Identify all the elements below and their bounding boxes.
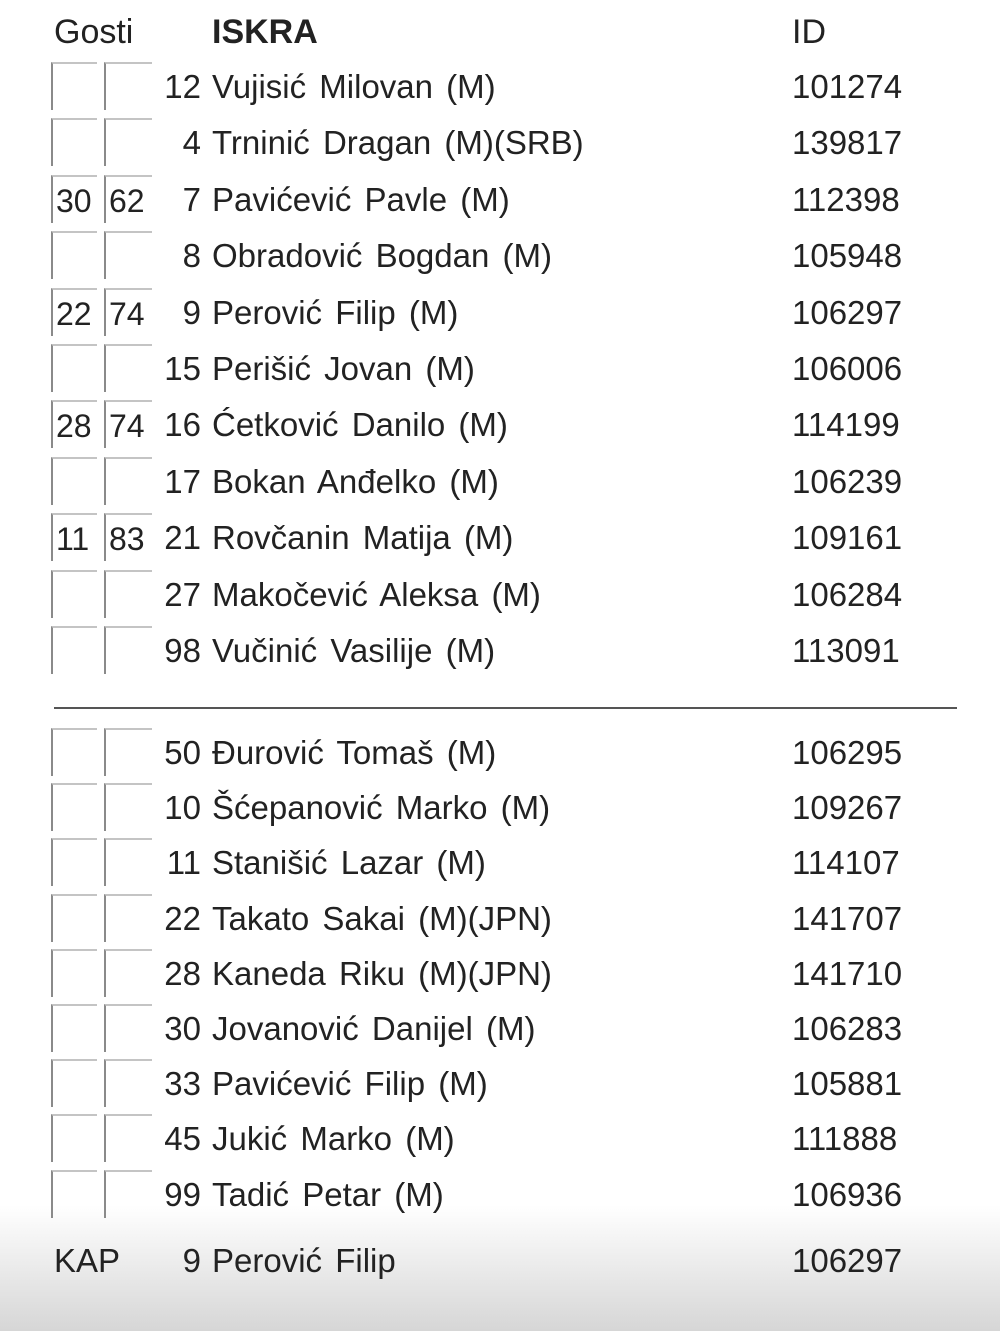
player-name: Vujisić Milovan (M) xyxy=(212,68,496,105)
minute-box-out[interactable]: 62 xyxy=(104,175,152,223)
section-divider xyxy=(54,707,957,709)
player-number: 15 xyxy=(164,349,201,387)
player-number: 9 xyxy=(182,293,201,331)
minute-box-out[interactable] xyxy=(104,949,152,997)
player-id: 109161 xyxy=(792,519,903,557)
minute-box-out[interactable] xyxy=(104,344,152,392)
substitutes-list xyxy=(0,725,1000,1222)
minute-box-out[interactable] xyxy=(104,894,152,942)
player-id: 106284 xyxy=(792,575,903,613)
player-row xyxy=(0,228,1000,284)
minute-box-in[interactable]: 30 xyxy=(51,175,97,223)
player-row xyxy=(0,341,1000,397)
player-id: 106239 xyxy=(792,462,903,500)
player-name: Bokan Anđelko (M) xyxy=(212,462,499,500)
player-name: Obradović Bogdan (M) xyxy=(212,237,552,275)
player-id: 141710 xyxy=(792,954,903,992)
id-header: ID xyxy=(792,13,826,51)
captain-id: 106297 xyxy=(792,1242,903,1279)
minute-box-out[interactable] xyxy=(104,626,152,674)
player-number: 50 xyxy=(164,734,201,771)
player-name: Makočević Aleksa (M) xyxy=(212,575,541,613)
minute-box-in[interactable] xyxy=(51,1059,97,1107)
minute-box-out[interactable] xyxy=(104,118,152,166)
minute-box-in[interactable]: 28 xyxy=(51,400,97,448)
player-id: 112398 xyxy=(792,180,900,218)
minute-box-in[interactable] xyxy=(51,728,97,776)
player-number: 30 xyxy=(164,1009,201,1047)
minute-box-in[interactable] xyxy=(51,949,97,997)
player-id: 139817 xyxy=(792,124,903,162)
player-name: Jovanović Danijel (M) xyxy=(212,1009,536,1047)
minute-box-in[interactable]: 11 xyxy=(51,513,97,561)
player-id: 106283 xyxy=(792,1009,903,1047)
minute-box-out[interactable] xyxy=(104,1059,152,1107)
player-number: 17 xyxy=(164,462,201,500)
gosti-header: Gosti xyxy=(54,13,134,51)
player-name: Kaneda Riku (M)(JPN) xyxy=(212,954,552,992)
minute-box-out[interactable] xyxy=(104,1114,152,1162)
player-number: 21 xyxy=(164,519,201,557)
player-row xyxy=(0,623,1000,679)
player-row xyxy=(0,115,1000,171)
minute-box-out[interactable] xyxy=(104,457,152,505)
minute-box-in[interactable] xyxy=(51,783,97,831)
player-name: Vučinić Vasilije (M) xyxy=(212,631,496,669)
player-name: Perišić Jovan (M) xyxy=(212,349,475,387)
player-row xyxy=(0,725,1000,780)
player-row xyxy=(0,172,1000,228)
player-row xyxy=(0,1111,1000,1166)
minute-box-out[interactable] xyxy=(104,838,152,886)
player-id: 106006 xyxy=(792,349,903,387)
minute-box-in[interactable] xyxy=(51,62,97,110)
team-name-header: ISKRA xyxy=(212,13,318,51)
player-id: 111888 xyxy=(792,1120,898,1158)
player-number: 12 xyxy=(164,68,201,105)
player-id: 105881 xyxy=(792,1065,903,1103)
player-name: Perović Filip (M) xyxy=(212,293,459,331)
player-row xyxy=(0,59,1000,115)
player-id: 106297 xyxy=(792,293,903,331)
player-row xyxy=(0,1056,1000,1111)
player-number: 33 xyxy=(164,1065,201,1103)
minute-box-in[interactable] xyxy=(51,118,97,166)
player-row xyxy=(0,397,1000,453)
player-id: 105948 xyxy=(792,237,903,275)
player-number: 22 xyxy=(164,899,201,937)
player-name: Jukić Marko (M) xyxy=(212,1120,455,1158)
minute-box-in[interactable] xyxy=(51,1004,97,1052)
player-row xyxy=(0,946,1000,1001)
minute-box-in[interactable] xyxy=(51,457,97,505)
player-name: Šćepanović Marko (M) xyxy=(212,789,551,827)
minute-box-out[interactable] xyxy=(104,1170,152,1218)
player-name: Đurović Tomaš (M) xyxy=(212,734,497,771)
minute-box-in[interactable] xyxy=(51,838,97,886)
minute-box-out[interactable] xyxy=(104,728,152,776)
minute-box-in[interactable] xyxy=(51,344,97,392)
minute-box-out[interactable]: 74 xyxy=(104,288,152,336)
player-id: 114199 xyxy=(792,406,900,444)
player-number: 11 xyxy=(166,844,201,882)
player-id: 109267 xyxy=(792,789,903,827)
player-row xyxy=(0,1167,1000,1222)
minute-box-in[interactable] xyxy=(51,570,97,618)
player-name: Ćetković Danilo (M) xyxy=(212,406,508,444)
minute-box-in[interactable] xyxy=(51,1170,97,1218)
player-row xyxy=(0,780,1000,835)
minute-box-out[interactable] xyxy=(104,62,152,110)
player-id: 101274 xyxy=(792,68,903,105)
player-id: 141707 xyxy=(792,899,903,937)
minute-box-in[interactable] xyxy=(51,894,97,942)
player-row xyxy=(0,567,1000,623)
player-name: Takato Sakai (M)(JPN) xyxy=(212,899,552,937)
captain-number: 9 xyxy=(182,1242,201,1279)
player-name: Pavićević Pavle (M) xyxy=(212,180,510,218)
player-number: 98 xyxy=(164,631,201,669)
player-row xyxy=(0,835,1000,890)
player-id: 106295 xyxy=(792,734,903,771)
player-row xyxy=(0,1001,1000,1056)
minute-box-out[interactable] xyxy=(104,570,152,618)
player-name: Trninić Dragan (M)(SRB) xyxy=(212,124,584,162)
player-number: 28 xyxy=(164,954,201,992)
player-number: 4 xyxy=(182,124,201,162)
captain-label: KAP xyxy=(54,1242,121,1279)
player-id: 113091 xyxy=(792,631,900,669)
player-number: 45 xyxy=(164,1120,201,1158)
minute-box-out[interactable] xyxy=(104,1004,152,1052)
player-row xyxy=(0,891,1000,946)
minute-box-out[interactable]: 74 xyxy=(104,400,152,448)
starters-list xyxy=(0,59,1000,679)
minute-box-in[interactable] xyxy=(51,231,97,279)
minute-box-in[interactable]: 22 xyxy=(51,288,97,336)
player-number: 27 xyxy=(164,575,201,613)
player-number: 8 xyxy=(182,237,201,275)
minute-box-out[interactable] xyxy=(104,783,152,831)
captain-name: Perović Filip xyxy=(212,1242,396,1279)
player-row xyxy=(0,454,1000,510)
player-number: 10 xyxy=(164,789,201,827)
player-name: Rovčanin Matija (M) xyxy=(212,519,514,557)
player-number: 16 xyxy=(164,406,201,444)
minute-box-in[interactable] xyxy=(51,1114,97,1162)
player-number: 99 xyxy=(164,1175,201,1213)
player-id: 106936 xyxy=(792,1175,903,1213)
player-row xyxy=(0,510,1000,566)
minute-box-out[interactable]: 83 xyxy=(104,513,152,561)
player-number: 7 xyxy=(182,180,201,218)
player-name: Stanišić Lazar (M) xyxy=(212,844,486,882)
captain-row xyxy=(0,1237,1000,1285)
minute-box-in[interactable] xyxy=(51,626,97,674)
player-name: Pavićević Filip (M) xyxy=(212,1065,488,1103)
player-name: Tadić Petar (M) xyxy=(212,1175,444,1213)
player-row xyxy=(0,285,1000,341)
player-id: 114107 xyxy=(792,844,900,882)
minute-box-out[interactable] xyxy=(104,231,152,279)
